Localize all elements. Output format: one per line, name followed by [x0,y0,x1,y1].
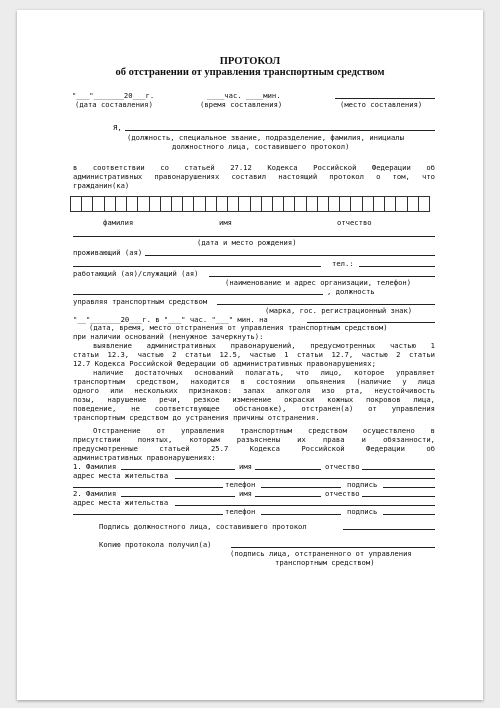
ground-1-line-3: 12.7 Кодекса Российской Федерации об административных правонарушениях; [73,359,376,368]
phone-label: тел.: [332,259,354,268]
residing-line [145,255,435,256]
name-grid-cell[interactable] [82,197,93,211]
grid-label-name: имя [219,218,232,227]
driving-label: управляя транспортным средством [73,297,208,306]
birth-caption: (дата и место рождения) [197,238,297,247]
position-label: , должность [327,287,375,296]
time-field: ____час. ____мин. [207,91,281,100]
vehicle-caption: (марка, гос. регистрационный знак) [265,306,413,315]
name-grid-cell[interactable] [105,197,116,211]
name-grid[interactable] [70,196,430,212]
name-grid-cell[interactable] [340,197,351,211]
witness-intro-2: присутствии понятых, которым разъяснены их права и обязанности, [73,435,435,444]
name-grid-cell[interactable] [273,197,284,211]
event-datetime: "__"_______20___г. в "___" час. "___" мин. на [73,315,268,324]
officer-signature-label: Подпись должностного лица, составившего протокол [99,522,307,531]
name-grid-cell[interactable] [374,197,385,211]
residing-label: проживающий (ая) [73,248,143,257]
document-title: ПРОТОКОЛ [219,56,281,67]
document-page [17,10,483,700]
witness-2-address-line [175,505,435,506]
witness-1-signature-label: подпись [347,480,378,489]
name-grid-cell[interactable] [295,197,306,211]
witness-1-surname-label: 1. Фамилия [73,462,117,471]
name-grid-cell[interactable] [351,197,362,211]
witness-2-patronymic-label: отчество [325,489,360,498]
witness-1-name-label: имя [239,462,252,471]
witness-intro-3: предусмотренные статьей 25.7 Кодекса Российской Федерации об [73,444,435,453]
name-grid-cell[interactable] [329,197,340,211]
officer-signature-line [343,529,435,530]
witness-2-phone-label: телефон [225,507,256,516]
witness-1-phone-line [261,487,341,488]
working-label: работающий (ая)/служащий (ая) [73,269,199,278]
name-grid-cell[interactable] [239,197,250,211]
officer-line [125,130,435,131]
ground-1-line-2: статьи 12.3, частью 2 статьи 12.5, частью 1 статьи 12.7, частью 2 статьи [73,350,435,359]
name-grid-cell[interactable] [150,197,161,211]
place-caption: (место составления) [340,100,423,109]
name-grid-cell[interactable] [396,197,407,211]
witness-2-address-label: адрес места жительства [73,498,169,507]
copy-received-label: Копию протокола получил(а) [99,540,212,549]
ground-2-line-5: поведение, не соответствующее обстановке), отстранен(а) от управления [73,404,435,413]
witness-intro-1: Отстранение от управления транспортным средством осуществлено в [93,426,435,435]
witness-2-name-line [255,496,321,497]
witness-1-phone-label: телефон [225,480,256,489]
name-grid-cell[interactable] [161,197,172,211]
witness-1-signature-line [383,487,435,488]
place-line [335,98,435,99]
ground-2-line-1: наличие достаточных оснований полагать, что лицо, которое управляет [93,368,435,377]
name-grid-cell[interactable] [183,197,194,211]
working-line [209,276,435,277]
intro-line-3: гражданин(ка) [73,181,130,190]
witness-1-surname-line [121,469,235,470]
witness-intro-4: административных правонарушениях: [73,453,216,462]
name-grid-cell[interactable] [228,197,239,211]
witness-2-surname-label: 2. Фамилия [73,489,117,498]
org-line-2 [73,294,323,295]
copy-received-line [231,547,435,548]
witness-2-name-label: имя [239,489,252,498]
date-field: "___"_______20___г. [72,91,155,100]
witness-2-surname-line [121,496,235,497]
witness-2-signature-line [383,514,435,515]
name-grid-cell[interactable] [408,197,419,211]
witness-2-patronymic-line [362,496,435,497]
witness-2-signature-label: подпись [347,507,378,516]
org-caption: (наименование и адрес организации, телефон) [225,278,412,287]
grid-label-surname: фамилия [103,218,134,227]
witness-1-patronymic-line [362,469,435,470]
witness-1-address-line-2 [73,487,223,488]
name-grid-cell[interactable] [138,197,149,211]
copy-caption-2: транспортным средством) [275,558,375,567]
name-grid-cell[interactable] [127,197,138,211]
intro-line-1: в соответствии со статьей 27.12 Кодекса Российской Федерации об [73,163,435,172]
phone-line [359,266,435,267]
residing-line-2 [73,266,321,267]
name-grid-cell[interactable] [172,197,183,211]
ground-2-line-4: позы, нарушение речи, резкое изменение окраски кожных покровов лица, [73,395,435,404]
grid-label-patronymic: отчество [337,218,372,227]
intro-line-2: административных правонарушениях составил настоящий протокол о том, что [73,172,435,181]
name-grid-cell[interactable] [194,197,205,211]
name-grid-cell[interactable] [71,197,82,211]
officer-caption-1: (должность, специальное звание, подразделение, фамилия, инициалы [127,133,404,142]
name-grid-cell[interactable] [206,197,217,211]
name-grid-cell[interactable] [307,197,318,211]
ground-1-line-1: выявление административных правонарушений, предусмотренных частью 1 [93,341,435,350]
name-grid-cell[interactable] [116,197,127,211]
name-grid-cell[interactable] [318,197,329,211]
time-caption: (время составления) [200,100,283,109]
name-grid-cell[interactable] [251,197,262,211]
name-grid-cell[interactable] [284,197,295,211]
name-grid-cell[interactable] [262,197,273,211]
officer-caption-2: должностного лица, составившего протокол) [172,142,350,151]
witness-1-address-line [175,478,435,479]
witness-1-name-line [255,469,321,470]
name-grid-cell[interactable] [363,197,374,211]
copy-caption-1: (подпись лица, отстраненного от управления [230,549,412,558]
driving-line [217,304,435,305]
name-grid-cell[interactable] [419,197,429,211]
event-caption: (дата, время, место отстранения от управления транспортным средством) [89,323,388,332]
witness-1-address-label: адрес места жительства [73,471,169,480]
birth-line [73,236,435,237]
ground-2-line-6: транспортным средством до устранения причины отстранения. [73,413,320,422]
name-grid-cell[interactable] [385,197,396,211]
name-grid-cell[interactable] [93,197,104,211]
name-grid-cell[interactable] [217,197,228,211]
witness-2-address-line-2 [73,514,223,515]
ground-2-line-3: одного или нескольких признаков: запах алкоголя изо рта, неустойчивость [73,386,435,395]
officer-prefix: Я, [113,123,122,132]
document-subtitle: об отстранении от управления транспортным средством [115,67,385,78]
grounds-intro: при наличии оснований (ненужное зачеркнуть): [73,332,264,341]
date-caption: (дата составления) [75,100,153,109]
witness-1-patronymic-label: отчество [325,462,360,471]
witness-2-phone-line [261,514,341,515]
ground-2-line-2: транспортным средством, находится в состоянии опьянения (наличие у лица [73,377,435,386]
